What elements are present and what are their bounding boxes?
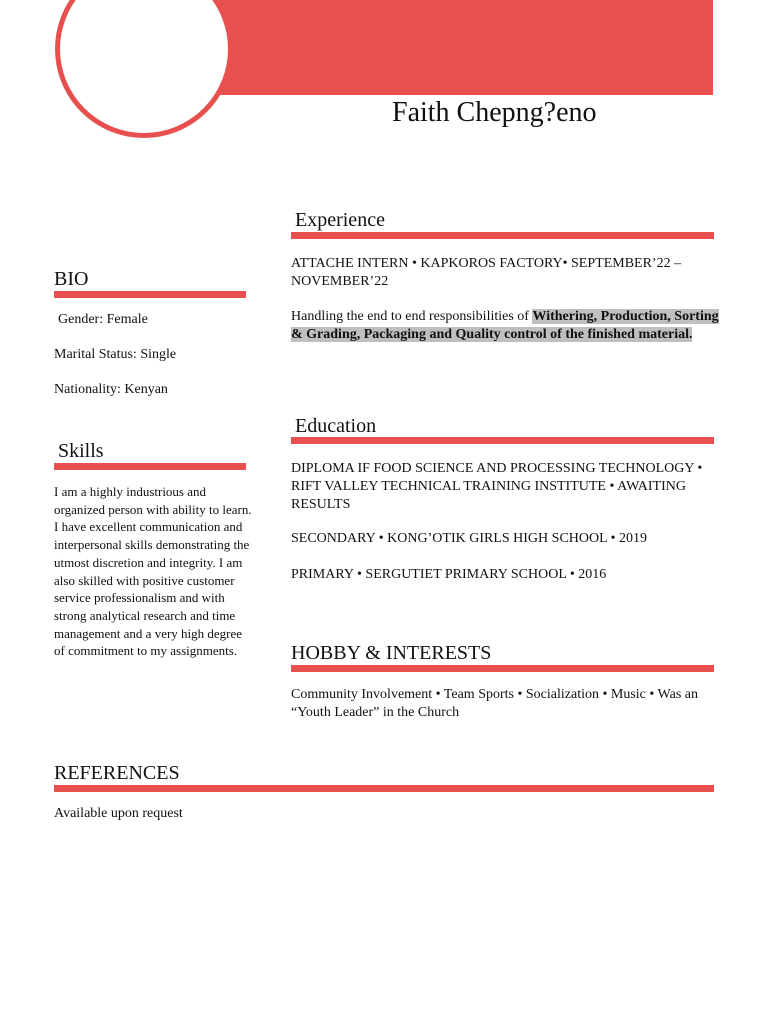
candidate-name: Faith Chepng?eno [392, 97, 597, 128]
education-entry: DIPLOMA IF FOOD SCIENCE AND PROCESSING TECHNOLOGY • RIFT VALLEY TECHNICAL TRAINING INSTITUTE • AWAITING RESULTS [291, 461, 703, 512]
bio-divider [54, 291, 246, 298]
education-divider [291, 437, 714, 444]
experience-description-highlight: Withering, Production, Sorting & Grading, Packaging and Quality control of the finished material. [291, 309, 719, 342]
references-text: Available upon request [54, 806, 183, 821]
hobbies-heading: HOBBY & INTERESTS [291, 642, 492, 664]
skills-text: I am a highly industrious and organized person with ability to learn. I have excellent communication and interpersonal skills demonstrating the utmost discretion and integrity. I am also skilled with positive customer service professionalism and with strong analytical research and time management and a very high degree of commitment to my assignments. [54, 484, 252, 659]
experience-heading: Experience [295, 209, 385, 231]
experience-description-plain: Handling the end to end responsibilities of [291, 309, 533, 324]
education-heading: Education [295, 415, 377, 437]
bio-gender: Gender: Female [58, 312, 148, 327]
references-divider [54, 785, 714, 792]
skills-divider [54, 463, 246, 470]
experience-description [291, 308, 719, 344]
bio-marital-status: Marital Status: Single [54, 347, 177, 362]
hobbies-text: Community Involvement • Team Sports • Socialization • Music • Was an “Youth Leader” in the Church [291, 687, 698, 720]
hobbies-divider [291, 665, 714, 672]
bio-nationality: Nationality: Kenyan [54, 382, 168, 397]
education-entry: PRIMARY • SERGUTIET PRIMARY SCHOOL • 2016 [291, 567, 607, 582]
experience-divider [291, 232, 714, 239]
profile-photo-placeholder [55, 0, 233, 138]
experience-title: ATTACHE INTERN • KAPKOROS FACTORY• SEPTEMBER’22 – NOVEMBER’22 [291, 256, 682, 289]
header-band [214, 0, 713, 95]
references-heading: REFERENCES [54, 762, 180, 784]
bio-heading: BIO [54, 268, 89, 290]
education-entry: SECONDARY • KONG’OTIK GIRLS HIGH SCHOOL • 2019 [291, 531, 648, 546]
skills-heading: Skills [58, 440, 104, 462]
